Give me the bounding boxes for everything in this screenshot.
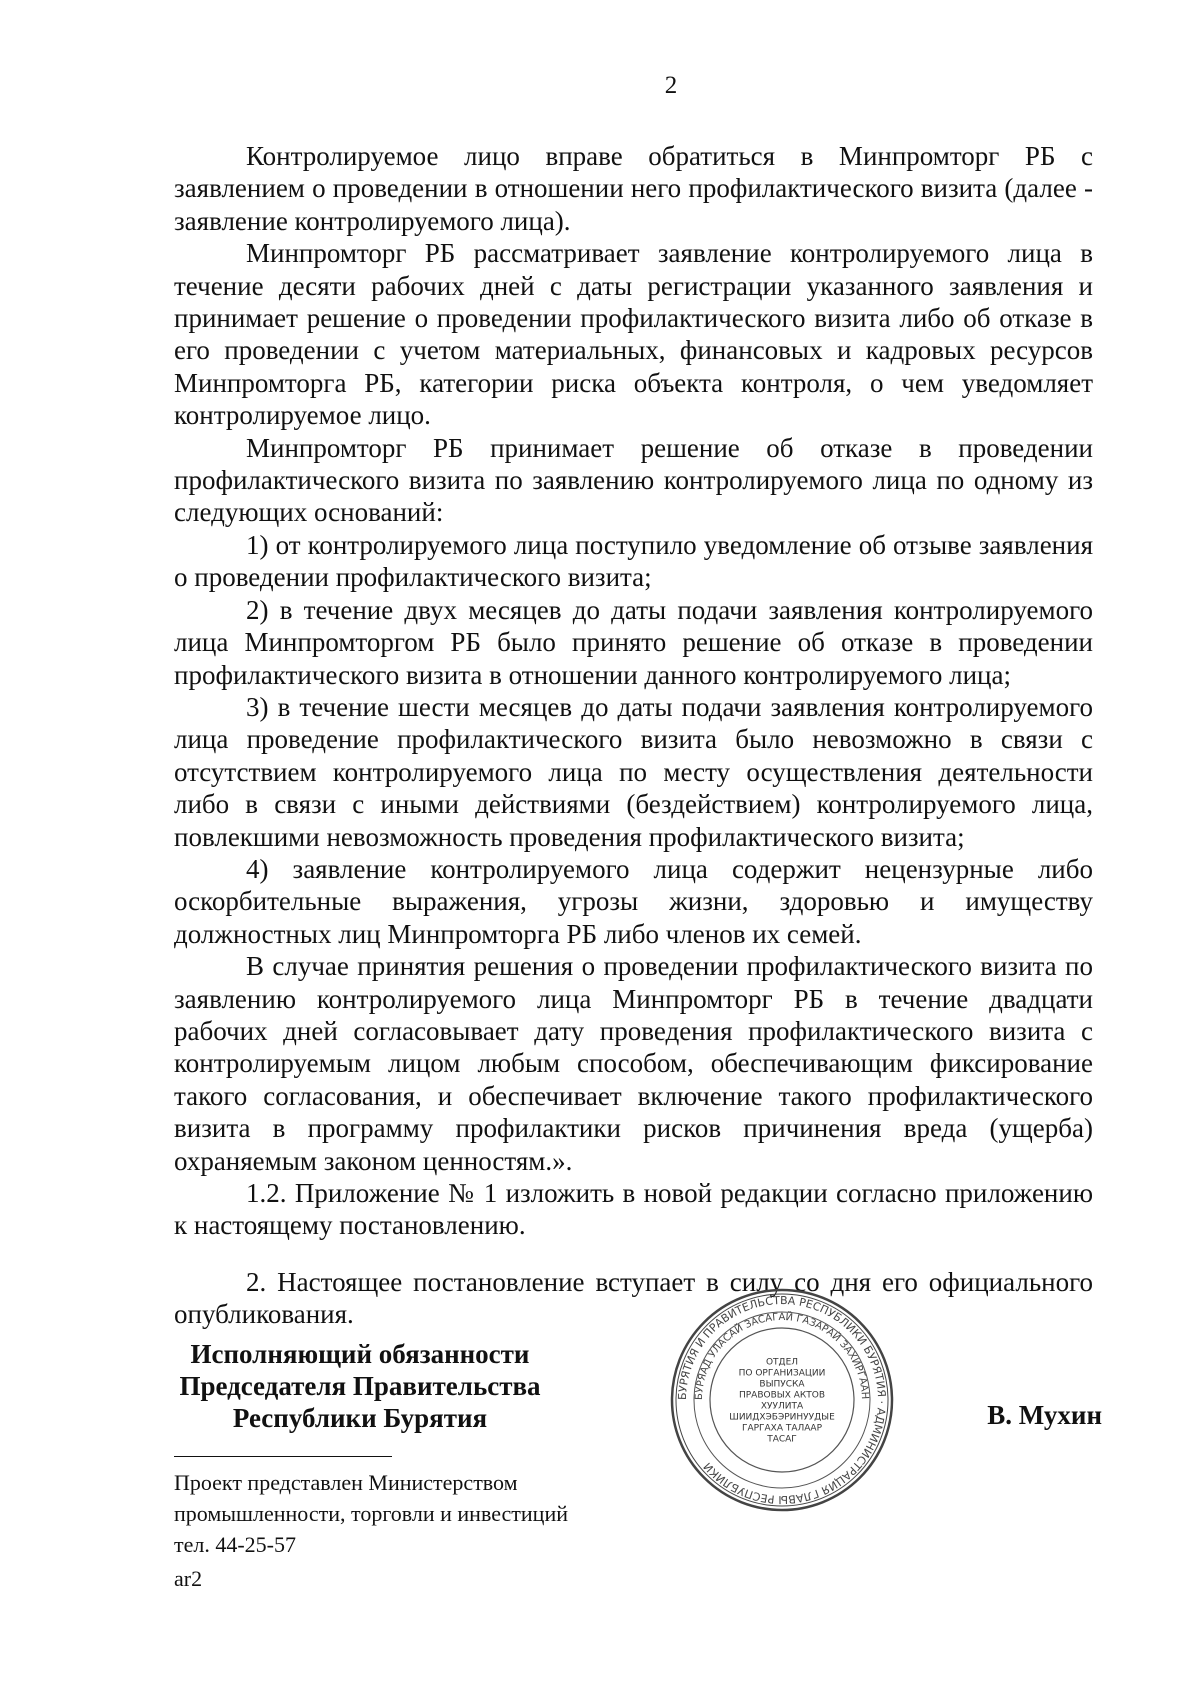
seal-center-line: ПО ОРГАНИЗАЦИИ xyxy=(738,1368,826,1379)
seal-center-line: ХУУЛИТА xyxy=(760,1401,804,1412)
footnote xyxy=(174,1467,568,1560)
seal-center-line: ОТДЕЛ xyxy=(765,1357,799,1368)
footnote-divider xyxy=(174,1456,392,1457)
seal-inner-text: БУРЯАД УЛАСАЙ ЗАСАГАЙ ГАЗАРАЙ ЗАХИРГААН xyxy=(693,1311,871,1401)
seal-center-line: ГАРГАХА ТАЛААР xyxy=(741,1423,823,1434)
seal-center-line: ВЫПУСКА xyxy=(759,1379,805,1390)
document-code: ar2 xyxy=(174,1566,203,1591)
list-item: 4) заявление контролируемого лица содержит нецензурные либо оскорбительные выражения, угрозы жизни, здоровью и имуществу должностных лиц Минпромторга РБ либо членов их семей. xyxy=(174,853,1093,949)
signatory-title-line: Республики Бурятия xyxy=(232,1403,488,1433)
footnote-line: Проект представлен Министерством xyxy=(174,1470,518,1495)
paragraph: Минпромторг РБ рассматривает заявление контролируемого лица в течение десяти рабочих дней с даты регистрации указанного заявления и принимает решение о проведении профилактического визита либо об отказе в его проведении с учетом материальных, финансовых и кадровых ресурсов Минпромторга РБ, категории риска объекта контроля, о чем уведомляет контролируемое лицо. xyxy=(174,238,1093,431)
signatory-title-line: Исполняющий обязанности xyxy=(190,1339,530,1369)
signatory-title-line: Председателя Правительства xyxy=(179,1371,541,1401)
footnote-line: тел. 44-25-57 xyxy=(174,1532,297,1557)
final-clause: 2. Настоящее постановление вступает в силу со дня его официального опубликования. xyxy=(174,1266,1093,1330)
seal-center-text xyxy=(729,1358,835,1445)
page-number: 2 xyxy=(664,72,678,99)
list-item: 2) в течение двух месяцев до даты подачи заявления контролируемого лица Минпромторгом РБ было принято решение об отказе в проведении профилактического визита в отношении данного контролируемого лица; xyxy=(174,594,1093,690)
list-item: 1) от контролируемого лица поступило уведомление об отзыве заявления о проведении профилактического визита; xyxy=(174,529,1093,593)
document-body xyxy=(174,140,1093,1331)
seal-outer-text: БУРЯТИЯ И ПРАВИТЕЛЬСТВА РЕСПУБЛИКИ БУРЯТИЯ · АДМИНИСТРАЦИЯ ГЛАВЫ РЕСПУБЛИКИ xyxy=(675,1293,889,1507)
footnote-line: промышленности, торговли и инвестиций xyxy=(174,1501,569,1526)
paragraph: Контролируемое лицо вправе обратиться в Минпромторг РБ с заявлением о проведении в отношении него профилактического визита (далее - заявление контролируемого лица). xyxy=(174,141,1093,236)
signatory-title xyxy=(150,1338,570,1434)
paragraph: В случае принятия решения о проведении профилактического визита по заявлению контролируемого лица Минпромторг РБ в течение двадцати рабочих дней согласовывает дату проведения профилактического визита с контролируемым лицом любым способом, обеспечивающим фиксирование такого согласования, и обеспечивает включение такого профилактического визита в программу профилактики рисков причинения вреда (ущерба) охраняемым законом ценностям.». xyxy=(174,951,1093,1176)
seal-center-line: ШИИДХЭБЭРИНУУДЫЕ xyxy=(729,1412,835,1423)
official-seal xyxy=(668,1286,896,1514)
paragraph: 1.2. Приложение № 1 изложить в новой редакции согласно приложению к настоящему постановлению. xyxy=(174,1178,1093,1241)
paragraph: Минпромторг РБ принимает решение об отказе в проведении профилактического визита по заявлению контролируемого лица по одному из следующих оснований: xyxy=(174,432,1093,528)
signatory-name: В. Мухин xyxy=(987,1400,1102,1430)
seal-center-line: ПРАВОВЫХ АКТОВ xyxy=(738,1390,826,1401)
list-item: 3) в течение шести месяцев до даты подачи заявления контролируемого лица проведение профилактического визита было невозможно в связи с отсутствием контролируемого лица по месту осуществления деятельности либо в связи с иными действиями (бездействием) контролируемого лица, повлекшими невозможность проведения профилактического визита; xyxy=(174,691,1093,852)
seal-center-line: ТАСАГ xyxy=(767,1434,797,1445)
